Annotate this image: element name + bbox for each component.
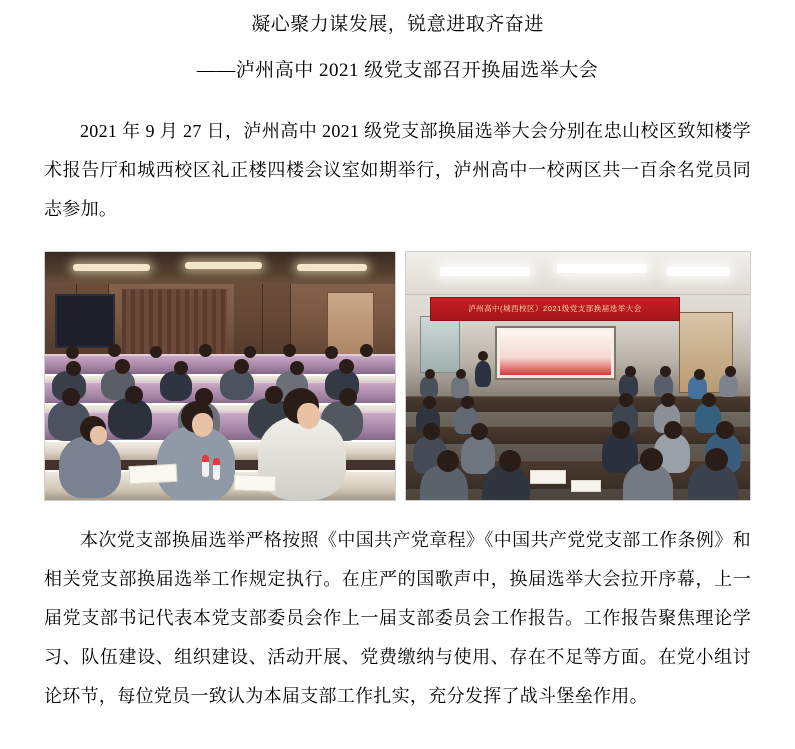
- paragraph-2: 本次党支部换届选举严格按照《中国共产党章程》《中国共产党党支部工作条例》和相关党支部换届选举工作规定执行。在庄严的国歌声中，换届选举大会拉开序幕，上一届党支部书记代表本党支部委员会作上一届支部委员会工作报告。工作报告聚焦理论学习、队伍建设、组织建设、活动开展、党费缴纳与使用、存在不足等方面。在党小组讨论环节，每位党员一致认为本届支部工作扎实，充分发挥了战斗堡垒作用。: [44, 530, 751, 706]
- page-title: 凝心聚力谋发展，锐意进取齐奋进: [251, 14, 544, 35]
- photo-meeting-room: [405, 251, 751, 501]
- photo-row: [44, 251, 751, 501]
- title-block: [44, 0, 751, 90]
- banner-text: 泸州高中(城西校区）2021级党支部换届选举大会: [430, 297, 680, 321]
- paragraph-1: 2021 年 9 月 27 日，泸州高中 2021 级党支部换届选举大会分别在忠山校区致知楼学术报告厅和城西校区礼正楼四楼会议室如期举行，泸州高中一校两区共一百余名党员同志参加。: [44, 121, 751, 219]
- photo-lecture-hall: [44, 251, 396, 501]
- page-subtitle: ——泸州高中 2021 级党支部召开换届选举大会: [196, 60, 599, 81]
